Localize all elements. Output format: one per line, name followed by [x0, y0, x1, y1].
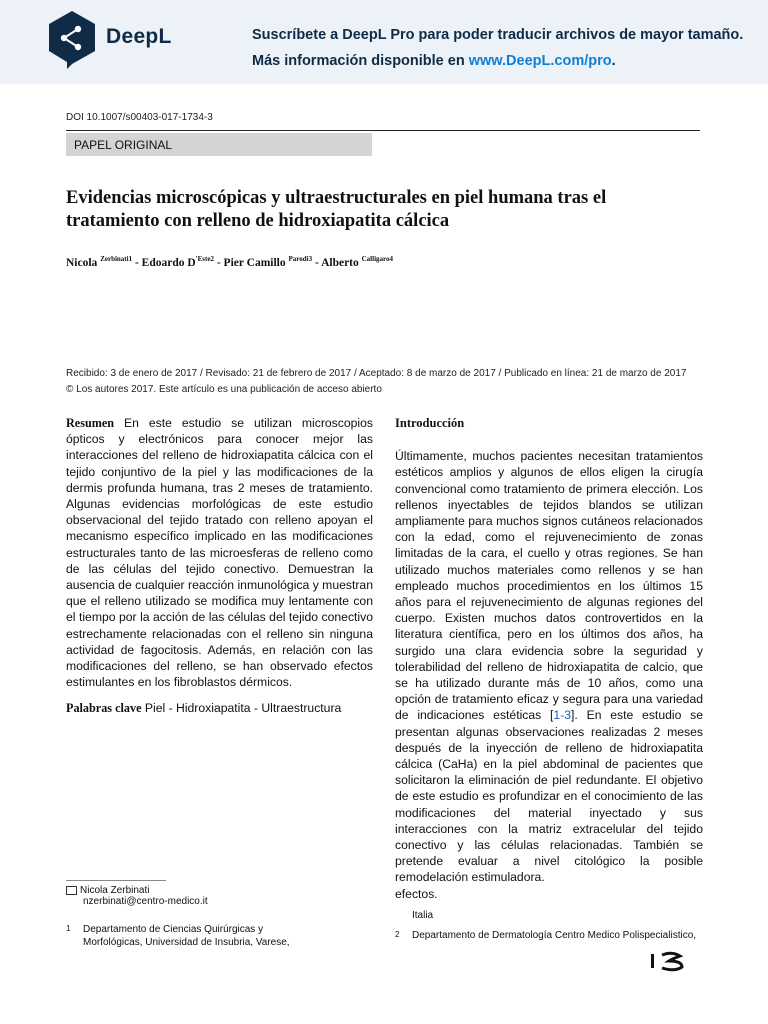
- affiliation-1-continued: Italia: [412, 910, 434, 921]
- doi: DOI 10.1007/s00403-017-1734-3: [66, 112, 213, 123]
- deepl-logo-icon[interactable]: [47, 10, 97, 70]
- left-column: [66, 415, 373, 717]
- promo-line-2-prefix: Más información disponible en: [252, 53, 469, 69]
- dates-line: Recibido: 3 de enero de 2017 / Revisado: 21 de febrero de 2017 / Aceptado: 8 de marzo de 2017 / Publicado en línea: 21 de marzo de 2017: [66, 368, 687, 379]
- affiliation-2-number: 2: [395, 930, 400, 939]
- publication-dates: [66, 366, 686, 398]
- author-email[interactable]: nzerbinati@centro-medico.it: [83, 896, 208, 907]
- copyright-line: © Los autores 2017. Este artículo es una publicación de acceso abierto: [66, 384, 382, 395]
- envelope-icon: [66, 886, 77, 895]
- author-3: Pier Camillo $^{Parodi3}$: [223, 255, 313, 269]
- deepl-promo-banner: [0, 0, 768, 84]
- citation-link[interactable]: 1-3: [553, 708, 572, 723]
- keywords: [66, 700, 373, 716]
- springer-logo-icon: [648, 946, 698, 974]
- keywords-label: Palabras clave: [66, 701, 142, 716]
- promo-line-1: Suscríbete a DeepL Pro para poder traducir archivos de mayor tamaño.: [252, 27, 744, 43]
- intro-tail: efectos.: [395, 886, 438, 901]
- footnote-rule: [66, 880, 166, 881]
- affiliation-1-number: 1: [66, 924, 71, 933]
- abstract: [66, 415, 373, 690]
- promo-line-2-suffix: .: [611, 53, 616, 69]
- abstract-label: Resumen: [66, 416, 115, 430]
- promo-line-2: [252, 53, 616, 69]
- abstract-text: En este estudio se utilizan microscopios ópticos y electrónicos para conocer mejor las interacciones del relleno de hidroxiapatita cálcica con el tejido conjuntivo de la piel y las modificaciones de la dermis profunda humana, tras 2 meses de tratamiento. Algunas evidencias morfológicas de este estudio observacional del tejido tratado con relleno apoyan el mecanismo específico implicado en las modificaciones estructurales tanto de las microesferas de relleno como de las células del tejido conectivo. Demuestran la ausencia de cualquier reacción inmunológica y muestran que el relleno utilizado se modifica muy lentamente con el tiempo por la acción de las células del tejido conectivo estrechamente relacionadas con el relleno sin ninguna actividad de fagocitosis. Además, en relación con las modificaciones del relleno, se han observado efectos estimulantes en los fibroblastos dérmicos.: [66, 416, 373, 690]
- article-type: PAPEL ORIGINAL: [74, 138, 173, 152]
- author-4: Alberto $^{Calligaro4}$: [321, 255, 393, 269]
- author-2: Edoardo $D^{'Este2}$: [141, 255, 214, 269]
- author-list: Nicola $^{Zerbinati1}$ - Edoardo $D^{'Este2}$ - Pier Camillo $^{Parodi3}$ - Alberto $^{Calligaro4}$: [66, 255, 393, 269]
- right-column: [395, 415, 703, 902]
- article-title: Evidencias microscópicas y ultraestructurales en piel humana tras el tratamiento con relleno de hidroxiapatita cálcica: [66, 188, 607, 231]
- corresponding-author: Nicola Zerbinati: [66, 884, 149, 897]
- affiliation-2: Departamento de Dermatología Centro Medico Polispecialistico,: [412, 930, 697, 941]
- affiliation-1: Departamento de Ciencias Quirúrgicas y Morfológicas, Universidad de Insubria, Varese,: [83, 924, 290, 948]
- intro-paragraph: Últimamente, muchos pacientes necesitan tratamientos estéticos amplios y algunos de ellos eligen la cirugía convencional como tratamiento de primera elección. Los rellenos inyectables de tejidos blandos se utilizan ampliamente para muchos signos cutáneos relacionados con la edad, como el rejuvenecimiento de zonas limitadas de la cara, el cuello y otras regiones. Se han utilizado muchos materiales como rellenos y se han empleado muchos procedimientos en los últimos 15 años para el rejuvenecimiento de algunas regiones del cuerpo. Existen muchos datos controvertidos en la literatura científica, pero en los últimos dos años, ha surgido una clara evidencia sobre la seguridad y tolerabilidad del relleno de hidroxiapatita de calcio, que se ha utilizado durante más de 10 años, como una opción de tratamiento eficaz y segura para una variedad de indicaciones estéticas [1-3]. En este estudio se presentan algunas observaciones realizadas 2 meses después de la inyección de relleno de hidroxiapatita cálcica (CaHa) en la piel abdominal de pacientes que solicitaron la eliminación de piel redundante. El objetivo de este estudio es profundizar en el conocimiento de las modificaciones del material inyectado y sus interacciones con la matriz extracelular del tejido conectivo y las células relacionadas. También se pretende evaluar a nivel citológico la posible remodelación estimuladora.: [395, 449, 703, 885]
- intro-heading: Introducción: [395, 416, 465, 430]
- header-rule: [66, 130, 700, 131]
- deepl-logo-text[interactable]: DeepL: [106, 25, 172, 48]
- author-1: Nicola $^{Zerbinati1}$: [66, 255, 133, 269]
- keywords-text: Piel - Hidroxiapatita - Ultraestructura: [141, 701, 342, 716]
- deepl-pro-link[interactable]: www.DeepL.com/pro: [468, 53, 612, 69]
